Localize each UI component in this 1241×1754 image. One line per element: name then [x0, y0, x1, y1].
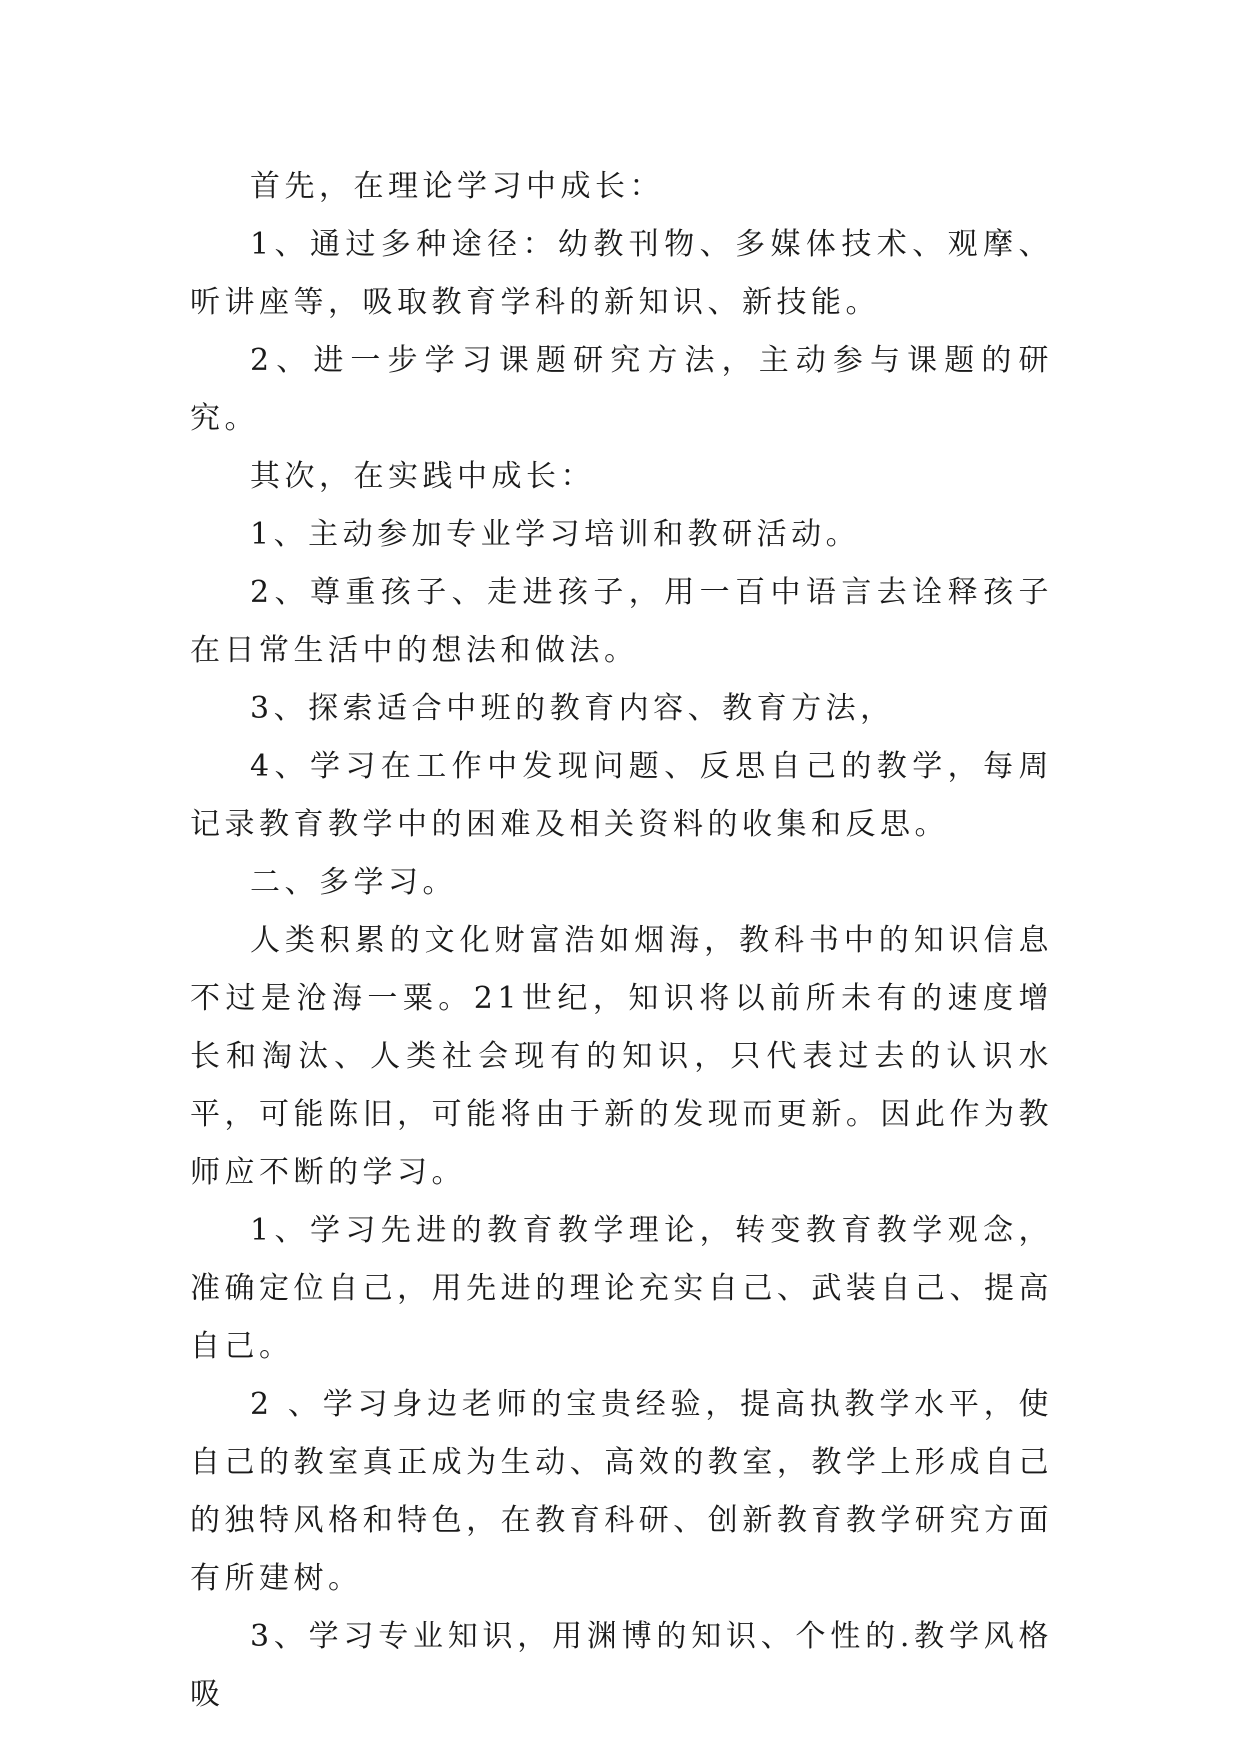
paragraph-5: 1、主动参加专业学习培训和教研活动。 — [250, 517, 861, 552]
paragraph-12: 2 、学习身边老师的宝贵经验，提高执教学水平，使自己的教室真正成为生动、高效的教室，教学上形成自己的独特风格和特色，在教育科研、创新教育教学研究方面有所建树。 — [190, 1387, 1053, 1596]
paragraph-10: 人类积累的文化财富浩如烟海，教科书中的知识信息不过是沧海一粟。21世纪，知识将以前所未有的速度增长和淘汰、人类社会现有的知识，只代表过去的认识水平，可能陈旧，可能将由于新的发现而更新。因此作为教师应不断的学习。 — [190, 923, 1053, 1190]
paragraph-8: 4、学习在工作中发现问题、反思自己的教学，每周记录教育教学中的困难及相关资料的收集和反思。 — [190, 749, 1053, 842]
paragraph-7: 3、探索适合中班的教育内容、教育方法， — [250, 691, 895, 726]
paragraph-13: 3、学习专业知识，用渊博的知识、个性的.教学风格吸 — [190, 1619, 1053, 1712]
paragraph-1: 首先，在理论学习中成长： — [250, 169, 664, 204]
paragraph-11: 1、学习先进的教育教学理论，转变教育教学观念，准确定位自己，用先进的理论充实自己、武装自己、提高自己。 — [190, 1213, 1053, 1364]
paragraph-6: 2、尊重孩子、走进孩子，用一百中语言去诠释孩子在日常生活中的想法和做法。 — [190, 575, 1053, 668]
paragraph-2: 1、通过多种途径：幼教刊物、多媒体技术、观摩、听讲座等，吸取教育学科的新知识、新技能。 — [190, 227, 1053, 320]
paragraph-9: 二、多学习。 — [250, 865, 457, 900]
document-body — [190, 158, 1053, 1724]
paragraph-4: 其次，在实践中成长： — [250, 459, 595, 494]
paragraph-3: 2、进一步学习课题研究方法，主动参与课题的研究。 — [190, 343, 1053, 436]
